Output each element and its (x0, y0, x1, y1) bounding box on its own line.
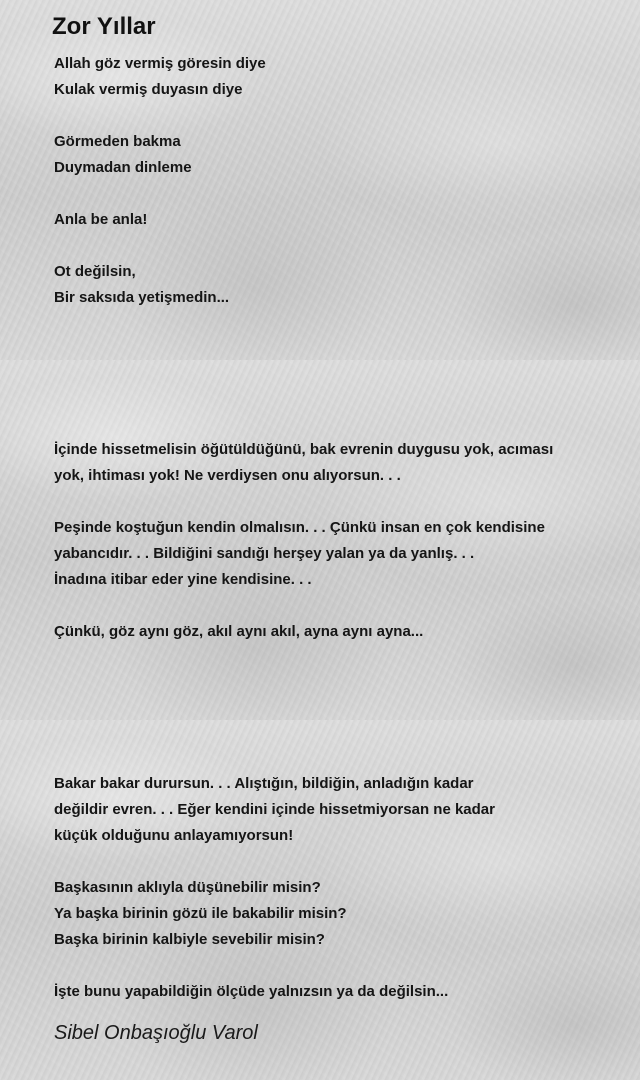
stanza (54, 259, 229, 311)
poem-line: Başkasının aklıyla düşünebilir misin? (54, 879, 321, 896)
poem-line: Çünkü, göz aynı göz, akıl aynı akıl, ayna aynı ayna... (54, 623, 424, 640)
poem-line: küçük olduğunu anlayamıyorsun! (54, 827, 294, 844)
poem-line: Anla be anla! (54, 211, 148, 228)
poem-line: Duymadan dinleme (54, 159, 192, 176)
author-name: Sibel Onbaşıoğlu Varol (54, 1022, 258, 1044)
poem-line: İçinde hissetmelisin öğütüldüğünü, bak evrenin duygusu yok, acıması (54, 441, 554, 458)
stanza (54, 875, 347, 953)
poem-line: değildir evren. . . Eğer kendini içinde hissetmiyorsan ne kadar (54, 801, 495, 818)
stanza (54, 51, 266, 103)
stanza (54, 771, 495, 849)
stanza (54, 437, 553, 489)
poem-line: Allah göz vermiş göresin diye (54, 55, 266, 72)
poem-line: Görmeden bakma (54, 133, 181, 150)
poem-panel-2 (0, 360, 640, 720)
poem-line: yok, ihtiması yok! Ne verdiysen onu alıyorsun. . . (54, 467, 401, 484)
poem-title: Zor Yıllar (52, 13, 156, 40)
poem-line: Başka birinin kalbiyle sevebilir misin? (54, 931, 325, 948)
poem-line: Peşinde koştuğun kendin olmalısın. . . Çünkü insan en çok kendisine (54, 519, 545, 536)
poem-panel-1 (0, 0, 640, 360)
stanza (54, 979, 448, 1005)
poem-line: İnadına itibar eder yine kendisine. . . (54, 571, 312, 588)
poem-line: İşte bunu yapabildiğin ölçüde yalnızsın ya da değilsin... (54, 983, 449, 1000)
poem-line: yabancıdır. . . Bildiğini sandığı herşey yalan ya da yanlış. . . (54, 545, 475, 562)
stanza (54, 619, 423, 645)
poem-line: Kulak vermiş duyasın diye (54, 81, 243, 98)
poem-line: Ot değilsin, (54, 263, 136, 280)
poem-panel-3 (0, 720, 640, 1080)
stanza (54, 515, 545, 593)
stanza (54, 207, 147, 233)
poem-line: Bir saksıda yetişmedin... (54, 289, 230, 306)
poem-line: Bakar bakar durursun. . . Alıştığın, bildiğin, anladığın kadar (54, 775, 474, 792)
stanza (54, 129, 192, 181)
poem-line: Ya başka birinin gözü ile bakabilir misin? (54, 905, 347, 922)
